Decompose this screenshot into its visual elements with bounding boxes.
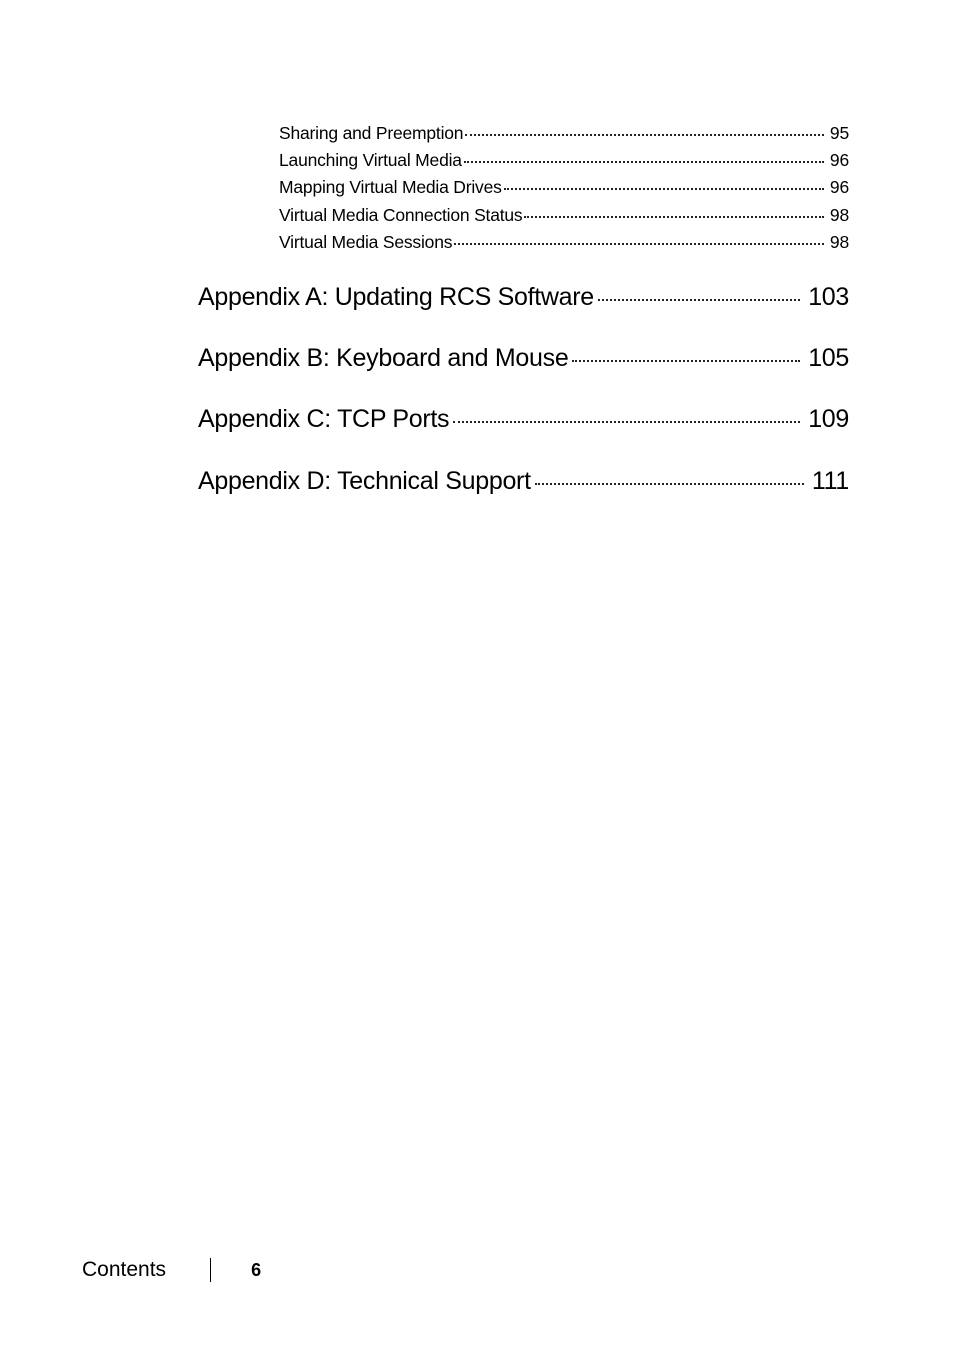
toc-entry-appendix-b[interactable] [198, 344, 849, 373]
dot-leader [504, 188, 824, 190]
toc-entry-label: Virtual Media Sessions [279, 231, 453, 252]
toc-entry-label: Sharing and Preemption [279, 123, 464, 143]
toc-entry-appendix-d[interactable] [198, 467, 849, 496]
footer-divider [210, 1258, 211, 1282]
toc-entry-page: 98 [829, 231, 849, 252]
toc-entry-label: Mapping Virtual Media Drives [279, 177, 502, 198]
toc-entry-label: Appendix D: Technical Support [198, 467, 531, 495]
toc-entry-sharing-and-preemption[interactable] [279, 123, 849, 150]
footer-page-number: 6 [251, 1259, 262, 1280]
toc-entry-label: Virtual Media Connection Status [279, 204, 523, 225]
dot-leader [465, 134, 824, 136]
toc-entry-mapping-virtual-media-drives[interactable] [279, 177, 849, 204]
dot-leader [464, 161, 824, 163]
toc-entry-appendix-a[interactable] [198, 283, 849, 312]
page-footer [82, 1258, 261, 1282]
dot-leader [598, 299, 800, 301]
dot-leader [572, 360, 800, 362]
toc-entry-page: 109 [808, 405, 849, 433]
toc-entry-label: Appendix B: Keyboard and Mouse [198, 344, 569, 372]
toc-entry-page: 105 [808, 344, 849, 372]
dot-leader [453, 421, 800, 423]
dot-leader [524, 216, 823, 218]
toc-entry-label: Appendix C: TCP Ports [198, 405, 450, 433]
toc-entry-page: 96 [829, 150, 849, 171]
toc-entry-page: 111 [811, 467, 849, 495]
toc-entry-virtual-media-sessions[interactable] [279, 232, 849, 259]
toc-entry-label: Launching Virtual Media [279, 150, 462, 171]
toc-entry-virtual-media-connection-status[interactable] [279, 205, 849, 232]
toc-entry-page: 103 [808, 283, 849, 311]
footer-section-title: Contents [82, 1258, 167, 1281]
dot-leader [454, 243, 824, 245]
toc-entry-page: 95 [829, 123, 849, 143]
toc-entry-page: 98 [829, 204, 849, 225]
toc-entry-launching-virtual-media[interactable] [279, 150, 849, 177]
toc-subsection-list [279, 123, 849, 259]
toc-entry-label: Appendix A: Updating RCS Software [198, 283, 594, 311]
toc-entry-page: 96 [829, 177, 849, 198]
toc-entry-appendix-c[interactable] [198, 405, 849, 434]
dot-leader [535, 483, 804, 485]
